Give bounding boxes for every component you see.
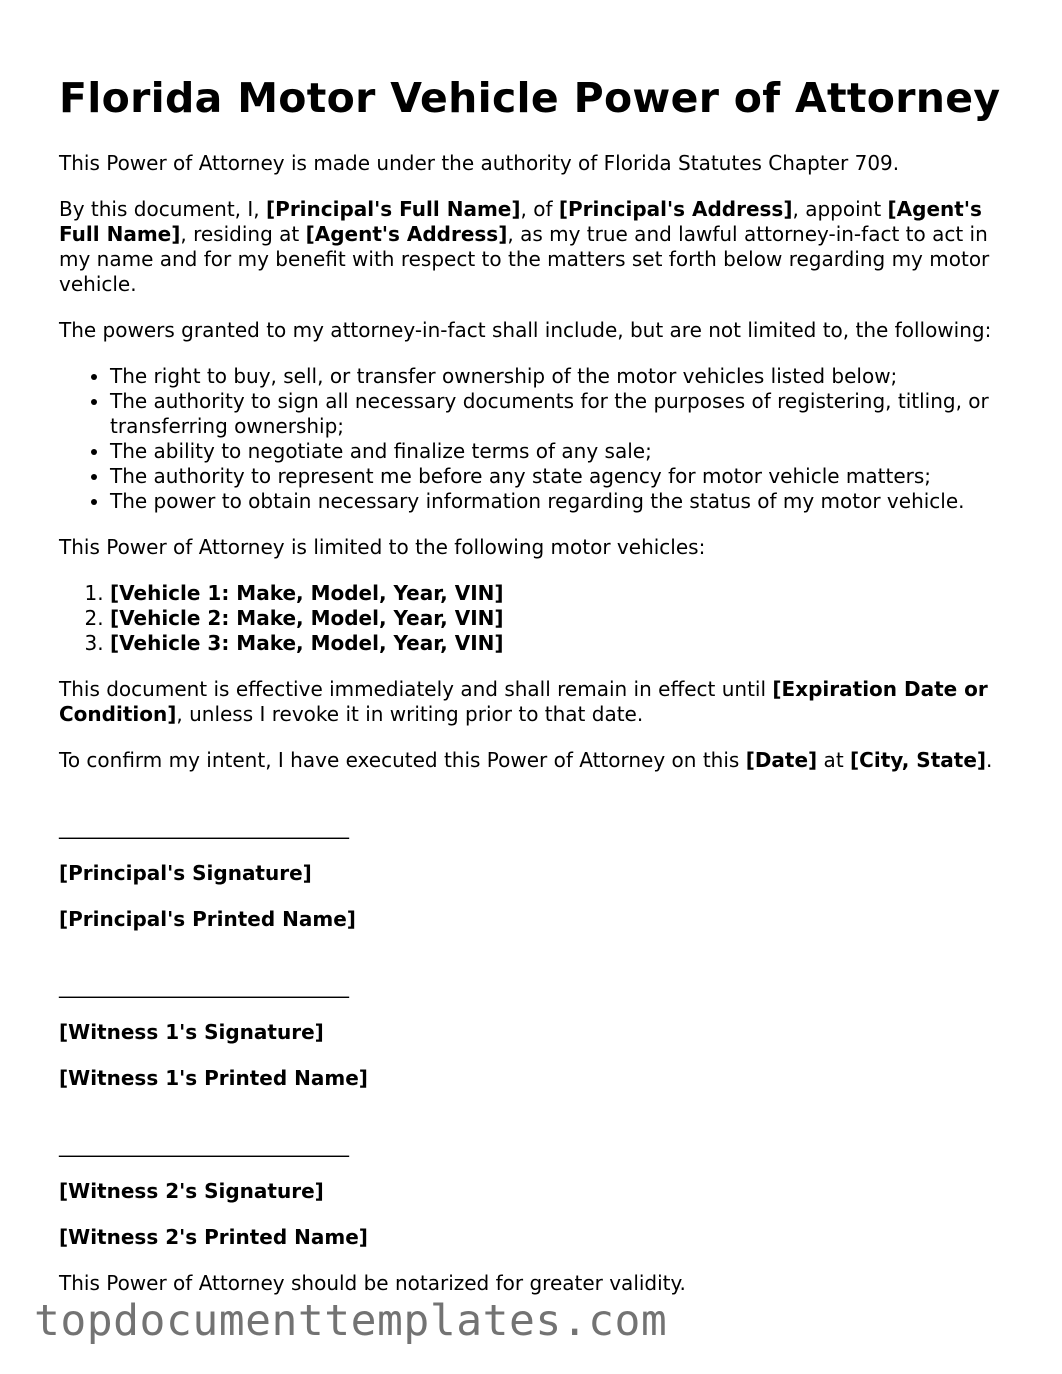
powers-intro: The powers granted to my attorney-in-fact shall include, but are not limited to, the following: <box>59 318 992 342</box>
witness2-signature-line: _____________________________ <box>59 1133 349 1157</box>
watermark: topdocumenttemplates.com <box>34 1296 668 1346</box>
appointment-text-1: By this document, I, <box>59 197 267 221</box>
appointment-text-2: , of <box>520 197 559 221</box>
appointment-text-5: , as my true and lawful attorney-in-fact to act in my name and for my benefit with respect to the matters set forth below regarding my motor vehicle. <box>59 222 990 296</box>
witness2-signature-text: [Witness 2's Signature] <box>59 1179 324 1203</box>
effective-paragraph <box>59 677 1004 727</box>
execution-text-3: . <box>986 748 993 772</box>
vehicle-placeholder: [Vehicle 2: Make, Model, Year, VIN] <box>110 606 504 630</box>
principal-signature-label <box>59 861 1004 886</box>
execution-text-1: To confirm my intent, I have executed this Power of Attorney on this <box>59 748 746 772</box>
principal-signature-text: [Principal's Signature] <box>59 861 312 885</box>
appointment-text-4: , residing at <box>180 222 306 246</box>
principal-address-placeholder: [Principal's Address] <box>558 197 793 221</box>
agent-address-placeholder: [Agent's Address] <box>305 222 508 246</box>
principal-printed-name-label <box>59 907 1004 932</box>
vehicles-list <box>59 581 1004 656</box>
expiration-placeholder: [Expiration Date or Condition] <box>59 677 988 726</box>
power-item: • The authority to sign all necessary documents for the purposes of registering, titling, or transferring ownership; <box>110 389 1004 439</box>
witness1-printed-name-text: [Witness 1's Printed Name] <box>59 1066 368 1090</box>
vehicle-item <box>110 631 1004 656</box>
execution-text-2: at <box>817 748 851 772</box>
witness2-printed-name-label <box>59 1225 1004 1250</box>
witness1-signature-label <box>59 1020 1004 1045</box>
agent-name-placeholder: [Agent's Full Name] <box>59 197 982 246</box>
power-item: • The power to obtain necessary information regarding the status of my motor vehicle. <box>110 489 1004 514</box>
power-item: • The authority to represent me before any state agency for motor vehicle matters; <box>110 464 1004 489</box>
document-title: Florida Motor Vehicle Power of Attorney <box>59 74 1001 122</box>
effective-text-2: , unless I revoke it in writing prior to that date. <box>176 702 644 726</box>
powers-list <box>59 364 1004 514</box>
principal-printed-name-text: [Principal's Printed Name] <box>59 907 356 931</box>
witness2-printed-name-text: [Witness 2's Printed Name] <box>59 1225 368 1249</box>
principal-signature-line: _____________________________ <box>59 815 349 839</box>
witness1-signature-line: _____________________________ <box>59 974 349 998</box>
vehicle-placeholder: [Vehicle 3: Make, Model, Year, VIN] <box>110 631 504 655</box>
vehicle-item <box>110 581 1004 606</box>
power-item: • The ability to negotiate and finalize terms of any sale; <box>110 439 1004 464</box>
principal-name-placeholder: [Principal's Full Name] <box>266 197 521 221</box>
notary-note: This Power of Attorney should be notarized for greater validity. <box>59 1271 686 1295</box>
witness1-signature-text: [Witness 1's Signature] <box>59 1020 324 1044</box>
witness2-signature-label <box>59 1179 1004 1204</box>
place-placeholder: [City, State] <box>850 748 987 772</box>
vehicle-placeholder: [Vehicle 1: Make, Model, Year, VIN] <box>110 581 504 605</box>
effective-text-1: This document is effective immediately and shall remain in effect until <box>59 677 773 701</box>
date-placeholder: [Date] <box>745 748 818 772</box>
document <box>59 74 1004 1317</box>
appointment-paragraph <box>59 197 1004 297</box>
execution-paragraph <box>59 748 1004 773</box>
intro-paragraph: This Power of Attorney is made under the authority of Florida Statutes Chapter 709. <box>59 151 900 175</box>
vehicles-intro: This Power of Attorney is limited to the following motor vehicles: <box>59 535 706 559</box>
vehicle-item <box>110 606 1004 631</box>
appointment-text-3: , appoint <box>792 197 888 221</box>
power-item: • The right to buy, sell, or transfer ownership of the motor vehicles listed below; <box>110 364 1004 389</box>
witness1-printed-name-label <box>59 1066 1004 1091</box>
